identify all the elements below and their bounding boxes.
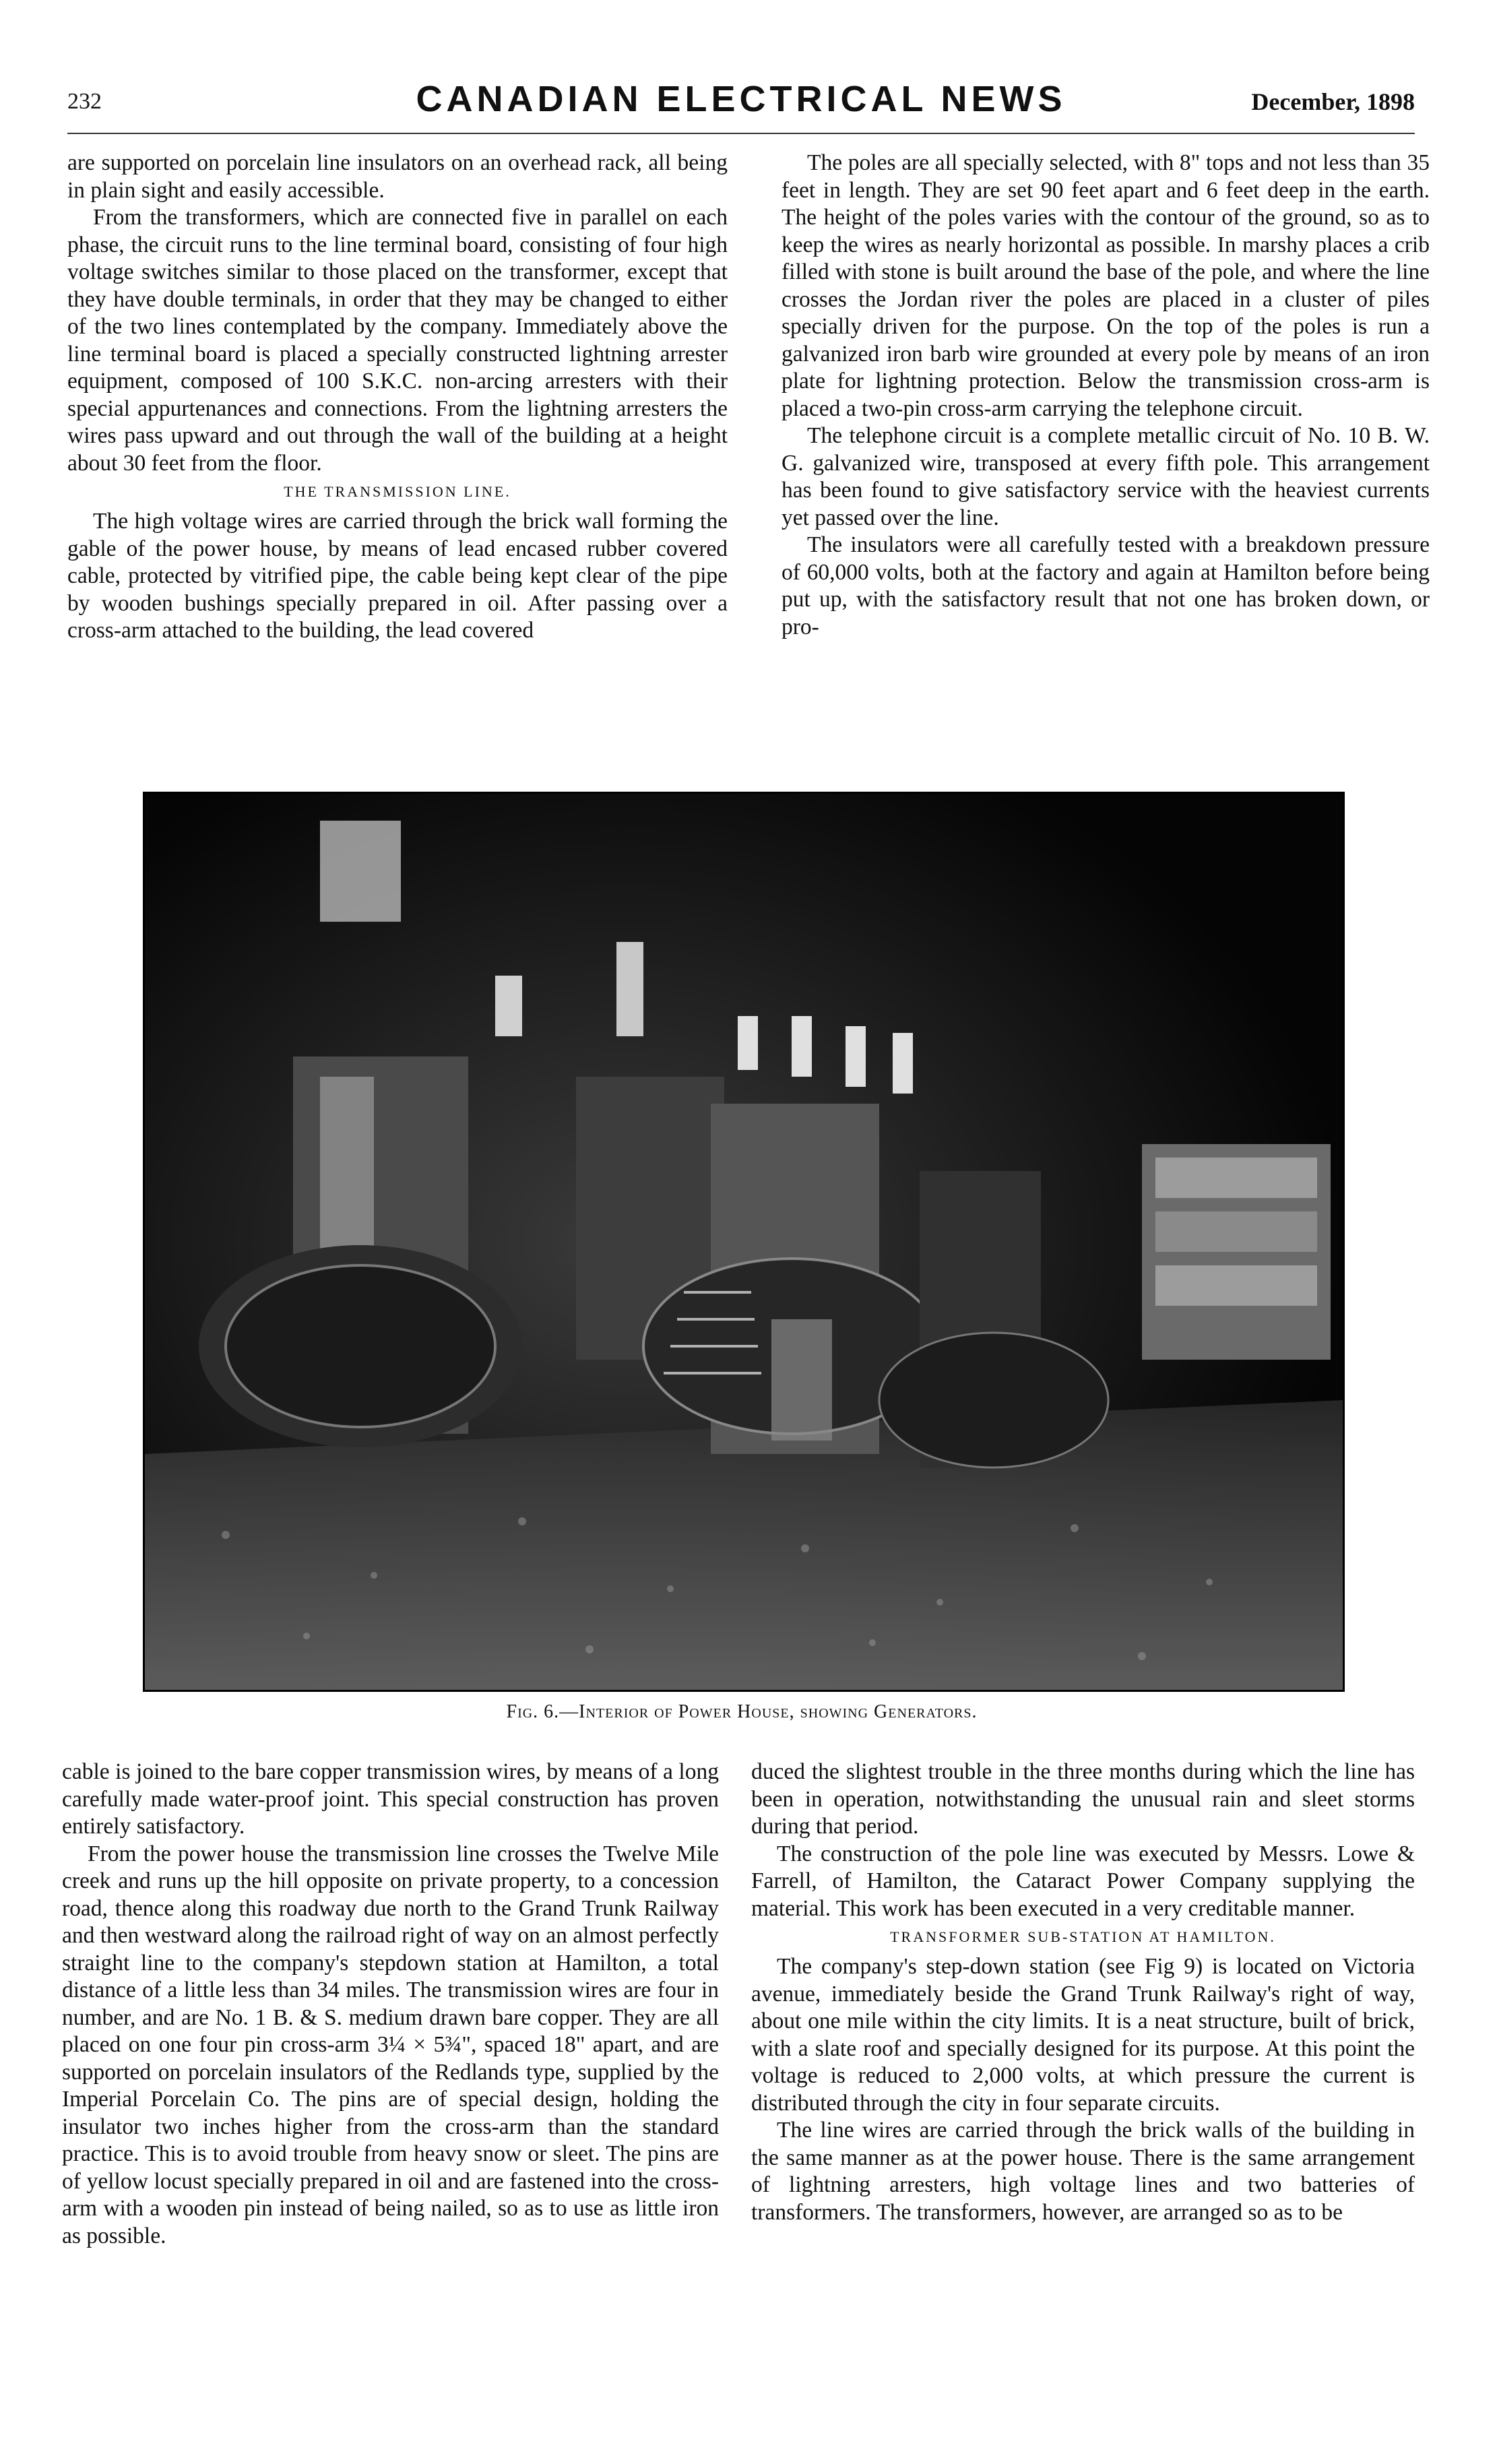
paragraph: The insulators were all carefully tested with a breakdown pressure of 60,000 volts, both at the factory and again at Hamilton before being put up, with the satisfactory result that not one has broken down, or pro- bbox=[782, 532, 1430, 639]
section-heading: TRANSFORMER SUB-STATION AT HAMILTON. bbox=[890, 1928, 1276, 1945]
column-top-right bbox=[782, 150, 1430, 641]
page-number: 232 bbox=[67, 89, 102, 114]
paragraph: The company's step-down station (see Fig 9) is located on Victoria avenue, immediately beside the Grand Trunk Railway's right of way, about one mile within the city limits. It is a neat structure, built of brick, with a slate roof and specially designed for its purpose. At this point the voltage is reduced to 2,000 volts, at which pressure the current is distributed through the city in four separate circuits. bbox=[751, 1954, 1415, 2116]
column-bottom-left bbox=[62, 1759, 719, 2250]
page-header bbox=[67, 75, 1415, 129]
figure-photograph bbox=[143, 792, 1345, 1692]
paragraph: From the transformers, which are connected five in parallel on each phase, the circuit runs to the line terminal board, consisting of four high voltage switches similar to those placed on the transformer, except that they have double terminals, in order that they may be changed to either of the two lines contemplated by the company. Immediately above the line terminal board is placed a specially constructed lightning arrester equipment, composed of 100 S.K.C. non-arcing arresters with their special appurtenances and connections. From the lightning arresters the wires pass upward and out through the wall of the building at a height about 30 feet from the floor. bbox=[67, 205, 728, 476]
paragraph: duced the slightest trouble in the three months during which the line has been in operation, notwithstanding the unusual rain and sleet storms during that period. bbox=[751, 1759, 1415, 1839]
paragraph: The poles are all specially selected, with 8" tops and not less than 35 feet in length. They are set 90 feet apart and 6 feet deep in the earth. The height of the poles varies with the contour of the ground, so as to keep the wires as nearly horizontal as possible. In marshy places a crib filled with stone is built around the base of the pole, and where the line crosses the Jordan river the poles are placed in a cluster of piles specially driven for the purpose. On the top of the poles is run a galvanized iron barb wire grounded at every pole by means of an iron plate for lightning protection. Below the transmission cross-arm is placed a two-pin cross-arm carrying the telephone circuit. bbox=[782, 150, 1430, 421]
paragraph: The high voltage wires are carried through the brick wall forming the gable of the power house, by means of lead encased rubber covered cable, protected by vitrified pipe, the cable being kept clear of the pipe by wooden bushings specially prepared in oil. After passing over a cross-arm attached to the building, the lead covered bbox=[67, 509, 728, 643]
paragraph: The line wires are carried through the brick walls of the building in the same manner as at the power house. There is the same arrangement of lightning arresters, high voltage lines and two batteries of transformers. The transformers, however, are arranged so as to be bbox=[751, 2118, 1415, 2225]
figure-caption: Fig. 6.—Interior of Power House, showing Generators. bbox=[506, 1701, 978, 1722]
section-heading: THE TRANSMISSION LINE. bbox=[284, 483, 511, 500]
power-house-interior-photo bbox=[145, 794, 1343, 1690]
header-rule bbox=[67, 133, 1415, 134]
paragraph: are supported on porcelain line insulators on an overhead rack, all being in plain sight and easily accessible. bbox=[67, 150, 728, 203]
paragraph: The telephone circuit is a complete metallic circuit of No. 10 B. W. G. galvanized wire, transposed at every fifth pole. This arrangement has been found to give satisfactory service with the heaviest currents yet passed over the line. bbox=[782, 423, 1430, 530]
paragraph: From the power house the transmission line crosses the Twelve Mile creek and runs up the hill opposite on private property, to a concession road, thence along this roadway due north to the Grand Trunk Railway and then westward along the railroad right of way on an almost perfectly straight line to the company's stepdown station at Hamilton, a total distance of a little less than 34 miles. The transmission wires are four in number, and are No. 1 B. & S. medium drawn bare copper. They are all placed on one four pin cross-arm 3¼ × 5¾", spaced 18" apart, and are supported on porcelain insulators of the Redlands type, supplied by the Imperial Porcelain Co. The pins are of special design, holding the insulator two inches higher from the cross-arm than the standard practice. This is to avoid trouble from heavy snow or sleet. The pins are of yellow locust specially prepared in oil and are fastened into the cross-arm with a wooden pin instead of being nailed, so as to use as little iron as possible. bbox=[62, 1841, 719, 2248]
paragraph: The construction of the pole line was executed by Messrs. Lowe & Farrell, of Hamilton, the Cataract Power Company supplying the material. This work has been executed in a very creditable manner. bbox=[751, 1841, 1415, 1921]
column-bottom-right bbox=[751, 1759, 1415, 2226]
publication-title: CANADIAN ELECTRICAL NEWS bbox=[416, 79, 1066, 119]
column-top-left bbox=[67, 150, 728, 645]
paragraph: cable is joined to the bare copper transmission wires, by means of a long carefully made water-proof joint. This special construction has proven entirely satisfactory. bbox=[62, 1759, 719, 1839]
issue-date: December, 1898 bbox=[1251, 88, 1415, 115]
